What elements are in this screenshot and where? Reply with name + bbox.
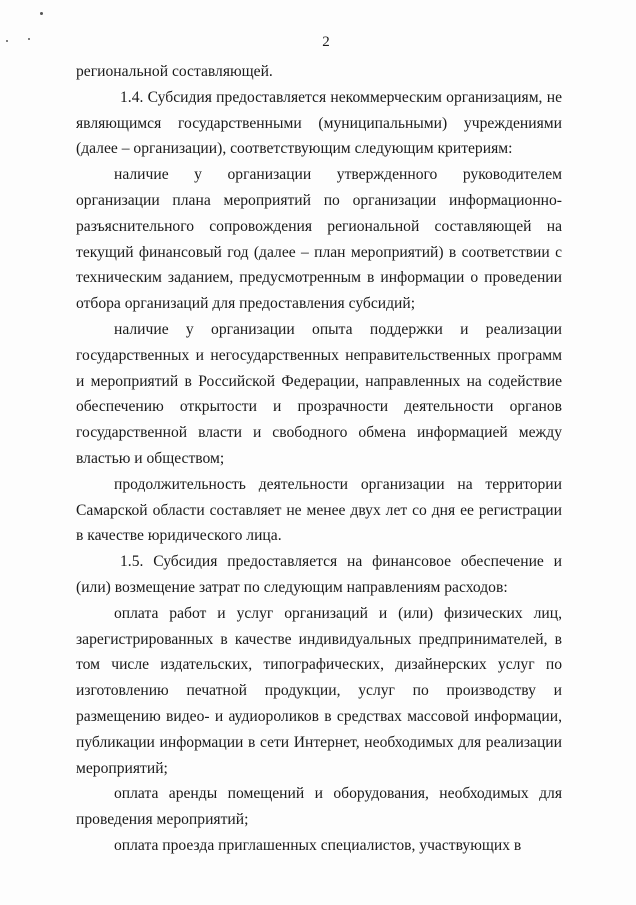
page-number: 2 — [322, 34, 330, 50]
document-body — [76, 59, 562, 859]
paragraph-clause-1-4: 1.4. Субсидия предоставляется некоммерческим организациям, не являющимся государственными (муниципальными) учреждениями (далее – организации), соответствующим следующим критериям: — [76, 88, 562, 158]
paragraph-criterion-duration: продолжительность деятельности организации на территории Самарской области составляет не менее двух лет со дня ее регистрации в качестве юридического лица. — [76, 475, 562, 545]
paragraph-criterion-plan: наличие у организации утвержденного руководителем организации плана мероприятий по организации информационно-разъяснительного сопровождения региональной составляющей на текущий финансовый год (далее – план мероприятий) в соответствии с техническим заданием, предусмотренным в информации о проведении отбора организаций для предоставления субсидий; — [76, 166, 562, 313]
paragraph-expense-rent: оплата аренды помещений и оборудования, необходимых для проведения мероприятий; — [76, 785, 562, 829]
paragraph-clause-1-5: 1.5. Субсидия предоставляется на финансовое обеспечение и (или) возмещение затрат по следующим направлениям расходов: — [76, 553, 562, 596]
paragraph-expense-services: оплата работ и услуг организаций и (или) физических лиц, зарегистрированных в качестве индивидуальных предпринимателей, в том числе издательских, типографических, дизайнерских услуг по изготовлению печатной продукции, услуг по производству и размещению видео- и аудиороликов в средствах массовой информации, публикации информации в сети Интернет, необходимых для реализации мероприятий; — [76, 604, 562, 777]
paragraph-continuation: региональной составляющей. — [76, 63, 273, 80]
scan-speck — [40, 12, 43, 15]
paragraph-expense-travel: оплата проезда приглашенных специалистов, участвующих в — [114, 836, 522, 854]
paragraph-criterion-experience: наличие у организации опыта поддержки и реализации государственных и негосударственных неправительственных программ и мероприятий в Российской Федерации, направленных на содействие обеспечению открытости и прозрачности деятельности органов государственной власти и свободного обмена информацией между властью и обществом; — [76, 320, 562, 467]
